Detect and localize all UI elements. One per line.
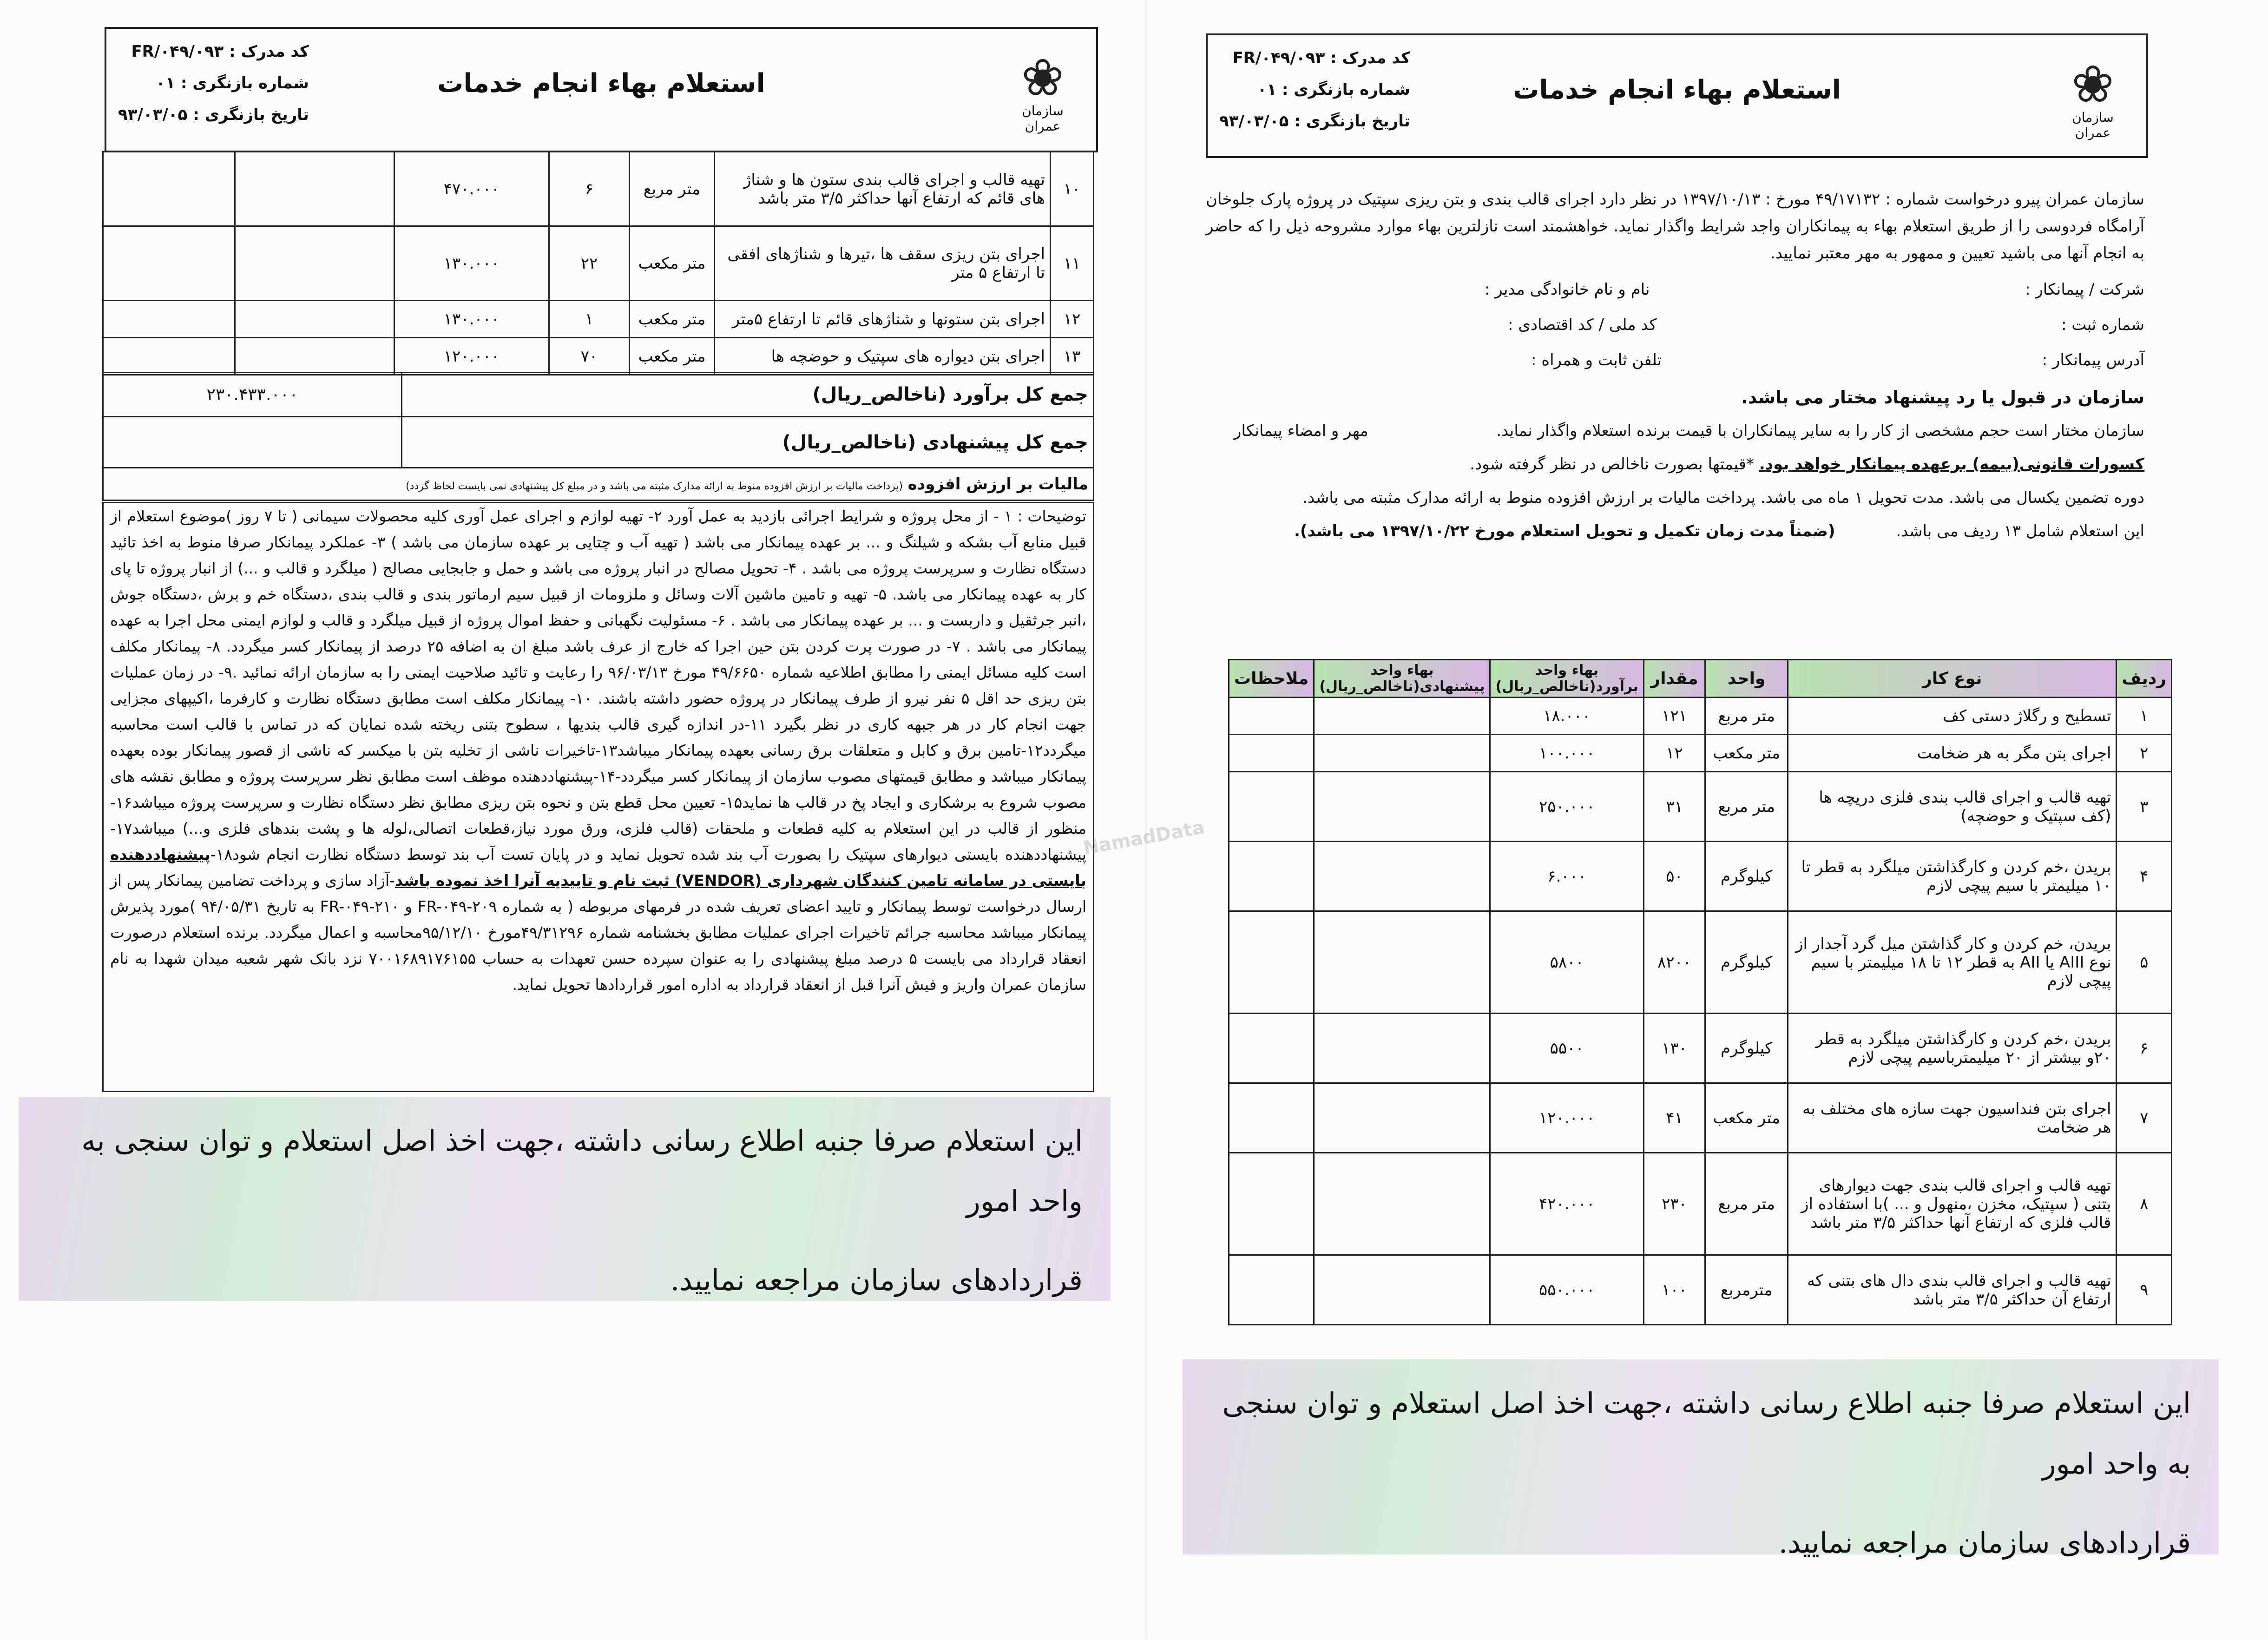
stamp-line-1: این استعلام صرفا جنبه اطلاع رسانی داشته ،جهت اخذ اصل استعلام و توان سنجی به واحد امور — [81, 1124, 1083, 1218]
cell-price: ۲۵۰.۰۰۰ — [1490, 772, 1643, 842]
revision-date: تاریخ بازنگری : ۹۳/۰۳/۰۵ — [1219, 112, 1410, 131]
cell-qty: ۲۲ — [549, 226, 630, 301]
logo-flower-icon: ❀ — [2071, 54, 2115, 114]
cell-desc: اجرای بتن ستونها و شناژهای قائم تا ارتفاع ۵متر — [715, 301, 1051, 338]
cell-desc: تهیه قالب و اجرای قالب بندی جهت دیوارهای بتنی ( سپتیک، مخزن ،منهول و ... )با استفاده از قالب فلزی که ارتفاع آنها حداکثر ۳/۵ متر باشد — [1788, 1153, 2117, 1255]
cell-remarks[interactable] — [1229, 772, 1314, 842]
cell-remarks[interactable] — [103, 226, 235, 301]
cell-price: ۱۲۰.۰۰۰ — [1490, 1083, 1643, 1153]
total-estimate-value: ۲۳۰.۴۳۳.۰۰۰ — [103, 373, 402, 417]
intro-paragraph: سازمان عمران پیرو درخواست شماره : ۴۹/۱۷۱۳۲ مورخ : ۱۳۹۷/۱۰/۱۳ در نظر دارد اجرای قالب بندی و بتن ریزی سپتیک در پروژه پارک جلوخان آرامگاه فردوسی را از طریق استعلام بهاء به پیمانکاران واجد شرایط واگذار نماید. خواهشمند است نازلترین بهاء موارد مشروحه ذیل را که حاضر به انجام آنها می باشید تعیین و ممهور به مهر معتبر نمایید. — [1206, 190, 2144, 263]
cell-no: ۱۳ — [1051, 338, 1094, 375]
manager-label: نام و نام خانوادگی مدیر : — [1485, 280, 1650, 299]
namaddata-watermark: NamadData — [1082, 817, 1207, 859]
left-notes-box — [102, 502, 1094, 1092]
notes-vendor-requirement: پیشنهاددهنده بایستی در سامانه تامین کنندگان شهرداری (VENDOR) ثبت نام و تاییدیه آنرا اخذ نموده باشد — [110, 845, 1087, 889]
cell-unit: کیلوگرم — [1705, 911, 1788, 1014]
cell-remarks[interactable] — [1229, 1153, 1314, 1255]
table-row — [103, 301, 1094, 338]
cell-desc: اجرای بتن مگر به هر ضخامت — [1788, 735, 2117, 772]
cell-qty: ۷۰ — [549, 338, 630, 375]
total-estimate-label: جمع کل برآورد (ناخالص_ریال) — [402, 373, 1094, 417]
cell-unit: متر مربع — [1705, 1153, 1788, 1255]
cell-remarks[interactable] — [103, 301, 235, 338]
company-label: شرکت / پیمانکار : — [2025, 280, 2144, 299]
phone-label: تلفن ثابت و همراه : — [1531, 351, 1662, 369]
col-row-no: ردیف — [2117, 660, 2172, 698]
cell-price: ۴۷۰.۰۰۰ — [394, 152, 549, 226]
notes-part-1: توضیحات : ۱ - از محل پروژه و شرایط اجرائی بازدید به عمل آورد ۲- تهیه لوازم و اجرای عمل آوری کلیه محصولات سیمانی ( تا ۷ روز )موضوع استعلام از قبیل منابع آب بشکه و شیلنگ و ... بر عهده پیمانکار می باشد ( تهیه آب و چتایی بر عهده سازمان می باشد ) ۳- عملکرد پیمانکار صرفا منوط به اخذ تائید دستگاه نظارت و سرپرست پروژه می باشد . ۴- تحویل مصالح در انبار پروژه می باشد و حمل و جابجایی مصالح ( میلگرد و قالب و ...) از انبار پروژه تا پای کار به عهده پیمانکار می باشد. ۵- تهیه و تامین ماشین آلات وسائل و ملزومات از قبیل سیم ارماتور بندی و قالب بندی ،دستگاه خم و برش ،دستگاه جوش ،انبر جرثقیل و داربست و ... بر عهده پیمانکار می باشد . ۶- مسئولیت نگهبانی و حفظ اموال پروژه از قبیل میلگرد و قالب و لوازم ایمنی محل اجرا به عهده پیمانکار می باشد . ۷- در صورت پرت کردن بتن حین اجرا که خارج از عرف باشد مبلغ ان به اضافه ۲۵ درصد از پیمانکار کسر میگردد. ۸- پیمانکار مکلف است کلیه مسائل ایمنی را مطابق اطلاعیه شماره ۴۹/۶۶۵۰ مورخ ۹۶/۰۳/۱۳ را رعایت و تائید صلاحیت ایمنی را به سازمان ارائه نمائید .۹- در زمان عملیات بتن ریزی حد اقل ۵ نفر نیرو از طرف پیمانکار در پروژه حضور داشته باشند. ۱۰- پیمانکار مکلف است مطابق دستگاه نظارت و کارفرما ،اکیپهای مجزایی جهت انجام کار در هر جبهه کاری در نظر بگیرد ۱۱-در اندازه گیری قالب بندیها ، سطوح بتنی ریخته شده نمایان که در تماس با قالب است محاسبه میگردد۱۲-تامین برق و کابل و متعلقات برق رسانی بعهده پیمانکار میباشد۱۳-تاخیرات ناشی از تخلیه بتن با میکسر که ناشی از قصور پیمانکار بوده بعهده پیمانکار میباشد و مطابق قیمتهای مصوب سازمان از پیمانکار کسر میگردد-۱۴-پیشنهاددهنده موظف است مطابق نظر سرپرست پروژه و مطابق نقشه های مصوب شروع به برشکاری و ایجاد پخ در قالب ها نماید۱۵- تعیین محل قطع بتن و نحوه بتن ریزی مطابق نظر دستگاه نظارت و سرپرست پروژه میباشد۱۶-منظور از قالب در این استعلام به کلیه قطعات و ملحقات (قالب فلزی، ورق مورد نیاز،قطعات اتصالی،لوله ها و پشت بندهای فلزی و...) میباشد۱۷-پیشنهاددهنده بایستی دیوارهای سپتیک را بصورت آب بند شده تحویل نماید و در پایان تست آب بند توسط دستگاه نظارت انجام شود۱۸- — [110, 507, 1087, 863]
left-info-stamp — [19, 1097, 1111, 1301]
cell-qty: ۸۲۰۰ — [1643, 911, 1705, 1014]
cell-desc: بریدن ،خم کردن و کارگذاشتن میلگرد به قطر تا ۱۰ میلیمتر با سیم پیچی لازم — [1788, 842, 2117, 911]
col-remarks: ملاحظات — [1229, 660, 1314, 698]
net-prices-note: *قیمتها بصورت ناخالص در نظر گرفته شود. — [1470, 455, 1754, 474]
logo-flower-icon: ❀ — [1021, 48, 1065, 107]
deadline-note: (ضمناً مدت زمان تکمیل و تحویل استعلام مورخ ۱۳۹۷/۱۰/۲۲ می باشد). — [1294, 522, 1835, 540]
notes-part-2: -آزاد سازی و پرداخت تضامین پیمانکار پس از ارسال درخواست توسط پیمانکار و تایید اعضای تعریف شده در فرمهای مربوطه ( به شماره FR-۰۴۹-۲۰۹ و FR-۰۴۹-۲۱۰ به تاریخ ۹۴/۰۵/۳۱ )مورد پذیرش پیمانکار میباشد محاسبه جرائم تاخیرات اجرای عملیات مطابق بخشنامه شماره ۴۹/۳۱۲۹۶مورخ ۹۵/۱۲/۱۰محاسبه و اعمال میگردد. برنده استعلام درصورت انعقاد قرارداد می بایست ۵ درصد مبلغ پیشنهادی را به عنوان سپرده حسن تعهدات به حساب ۷۰۰۱۶۸۹۱۷۶۱۵۵ نزد بانک شهر شعبه میدان شهدا به نام سازمان عمران واریز و فیش آنرا قبل از انعقاد قرارداد به اداره امور قراردادها تحویل نماید. — [110, 871, 1086, 994]
cell-price: ۱۸.۰۰۰ — [1490, 698, 1643, 735]
cell-offer[interactable] — [1314, 1255, 1490, 1325]
cell-offer[interactable] — [1314, 842, 1490, 911]
cell-offer[interactable] — [235, 152, 394, 226]
col-offer-price: بهاء واحد پیشنهادی(ناخالص_ریال) — [1314, 660, 1490, 698]
cell-no: ۱ — [2117, 698, 2172, 735]
cell-qty: ۱۲۱ — [1643, 698, 1705, 735]
table-row — [103, 338, 1094, 375]
cell-qty: ۱۲ — [1643, 735, 1705, 772]
volume-note: سازمان مختار است حجم مشخصی از کار را به سایر پیمانکاران با قیمت برنده استعلام واگذار نماید. — [1496, 422, 2144, 440]
cell-price: ۱۳۰.۰۰۰ — [394, 226, 549, 301]
cell-offer[interactable] — [1314, 698, 1490, 735]
left-items-table — [102, 151, 1094, 375]
cell-desc: بریدن، خم کردن و کار گذاشتن میل گرد آجدار از نوع AIII یا AII به قطر ۱۲ تا ۱۸ میلیمتر با سیم پیچی لازم — [1788, 911, 2117, 1014]
cell-remarks[interactable] — [103, 152, 235, 226]
cell-remarks[interactable] — [1229, 1083, 1314, 1153]
cell-unit: مترمربع — [1705, 1255, 1788, 1325]
cell-no: ۳ — [2117, 772, 2172, 842]
cell-qty: ۲۳۰ — [1643, 1153, 1705, 1255]
accept-reject-note: سازمان در قبول یا رد پیشنهاد مختار می باشد. — [1741, 387, 2144, 408]
seal-sign-label: مهر و امضاء پیمانکار — [1234, 422, 1368, 440]
cell-qty: ۱۳۰ — [1643, 1014, 1705, 1083]
cell-offer[interactable] — [235, 301, 394, 338]
cell-no: ۱۰ — [1051, 152, 1094, 226]
right-page — [1145, 0, 2268, 1640]
doc-code: کد مدرک : FR/۰۴۹/۰۹۳ — [131, 42, 309, 61]
left-title: استعلام بهاء انجام خدمات — [437, 68, 765, 99]
left-totals-table — [102, 372, 1094, 501]
logo-org-name: سازمان عمران — [1022, 103, 1064, 134]
cell-no: ۱۱ — [1051, 226, 1094, 301]
total-offer-label: جمع کل پیشنهادی (ناخالص_ریال) — [402, 417, 1094, 468]
cell-unit: متر مکعب — [630, 226, 715, 301]
cell-price: ۴۲۰.۰۰۰ — [1490, 1153, 1643, 1255]
cell-desc: تسطیح و رگلاژ دستی کف — [1788, 698, 2117, 735]
cell-price: ۵۵۰.۰۰۰ — [1490, 1255, 1643, 1325]
table-row — [1229, 911, 2172, 1014]
rows-info: این استعلام شامل ۱۳ ردیف می باشد. — [1896, 522, 2144, 540]
revision-no: شماره بازنگری : ۰۱ — [1257, 80, 1410, 99]
cell-offer[interactable] — [1314, 1083, 1490, 1153]
vat-row — [103, 468, 1094, 501]
cell-remarks[interactable] — [1229, 842, 1314, 911]
cell-unit: متر مربع — [1705, 698, 1788, 735]
cell-qty: ۱ — [549, 301, 630, 338]
left-header — [105, 27, 1098, 152]
right-info-stamp — [1183, 1359, 2219, 1560]
cell-desc: اجرای بتن ریزی سقف ها ،تیرها و شناژهای افقی تا ارتفاع ۵ متر — [715, 226, 1051, 301]
reg-no-label: شماره ثبت : — [2061, 316, 2144, 334]
col-estimate-price: بهاء واحد برآورد(ناخالص_ریال) — [1490, 660, 1643, 698]
cell-desc: تهیه قالب و اجرای قالب بندی فلزی دریچه ها (کف سپتیک و حوضچه) — [1788, 772, 2117, 842]
right-header — [1206, 33, 2148, 158]
cell-remarks[interactable] — [1229, 1014, 1314, 1083]
table-row — [1229, 1255, 2172, 1325]
stamp-line-2: قراردادهای سازمان مراجعه نمایید. — [670, 1263, 1083, 1297]
cell-remarks[interactable] — [1229, 911, 1314, 1014]
table-row — [1229, 772, 2172, 842]
cell-unit: متر مکعب — [1705, 1083, 1788, 1153]
cell-no: ۶ — [2117, 1014, 2172, 1083]
address-label: آدرس پیمانکار : — [2042, 351, 2144, 369]
cell-price: ۵۵۰۰ — [1490, 1014, 1643, 1083]
cell-desc: اجرای بتن فنداسیون جهت سازه های مختلف به هر ضخامت — [1788, 1083, 2117, 1153]
cell-offer[interactable] — [1314, 911, 1490, 1014]
cell-unit: کیلوگرم — [1705, 842, 1788, 911]
cell-unit: متر مربع — [630, 152, 715, 226]
cell-remarks[interactable] — [1229, 698, 1314, 735]
cell-remarks[interactable] — [103, 338, 235, 375]
table-row — [1229, 1083, 2172, 1153]
right-intro-block — [1206, 186, 2144, 545]
cell-offer[interactable] — [1314, 735, 1490, 772]
cell-no: ۸ — [2117, 1153, 2172, 1255]
vat-label: مالیات بر ارزش افزوده — [907, 474, 1088, 494]
right-items-table — [1228, 659, 2172, 1325]
cell-no: ۵ — [2117, 911, 2172, 1014]
cell-desc: تهیه قالب و اجرای قالب بندی دال های بتنی که ارتفاع آن حداکثر ۳/۵ متر باشد — [1788, 1255, 2117, 1325]
guarantee-note: دوره تضمین یکسال می باشد. مدت تحویل ۱ ماه می باشد. پرداخت مالیات بر ارزش افزوده منوط به ارائه مدارک مثبته می باشد. — [1302, 488, 2144, 507]
cell-price: ۱۰۰.۰۰۰ — [1490, 735, 1643, 772]
total-offer-row — [103, 417, 1094, 468]
cell-desc: اجرای بتن دیواره های سپتیک و حوضچه ها — [715, 338, 1051, 375]
total-offer-value[interactable] — [103, 417, 402, 468]
cell-unit: متر مکعب — [1705, 735, 1788, 772]
total-estimate-row — [103, 373, 1094, 417]
col-unit: واحد — [1705, 660, 1788, 698]
col-description: نوع کار — [1788, 660, 2117, 698]
vat-note: (پرداخت مالیات بر ارزش افزوده منوط به ارائه مدارک مثبته می باشد و در مبلغ کل پیشنهادی نمی بایست لحاظ گردد) — [406, 480, 903, 492]
cell-price: ۱۲۰.۰۰۰ — [394, 338, 549, 375]
doc-code: کد مدرک : FR/۰۴۹/۰۹۳ — [1232, 49, 1410, 67]
cell-qty: ۳۱ — [1643, 772, 1705, 842]
cell-offer[interactable] — [1314, 772, 1490, 842]
cell-offer[interactable] — [1314, 1014, 1490, 1083]
cell-desc: تهیه قالب و اجرای قالب بندی ستون ها و شناژ های قائم که ارتفاع آنها حداکثر ۳/۵ متر باشد — [715, 152, 1051, 226]
deductions-note: کسورات قانونی(بیمه) برعهده پیمانکار خواهد بود. — [1759, 455, 2144, 474]
table-row — [103, 152, 1094, 226]
cell-desc: بریدن ،خم کردن و کارگذاشتن میلگرد به قطر ۲۰و بیشتر از ۲۰ میلیمترباسیم پیچی لازم — [1788, 1014, 2117, 1083]
table-row — [1229, 1014, 2172, 1083]
left-doc-meta — [118, 36, 309, 131]
cell-offer[interactable] — [235, 338, 394, 375]
table-row — [1229, 1153, 2172, 1255]
revision-no: شماره بازنگری : ۰۱ — [156, 74, 309, 92]
cell-unit: متر مربع — [1705, 772, 1788, 842]
cell-no: ۲ — [2117, 735, 2172, 772]
table-row — [103, 226, 1094, 301]
stamp-line-2: قراردادهای سازمان مراجعه نمایید. — [1778, 1526, 2191, 1560]
table-row — [1229, 698, 2172, 735]
right-title: استعلام بهاء انجام خدمات — [1513, 75, 1841, 105]
logo-org-name: سازمان عمران — [2072, 110, 2114, 140]
cell-no: ۷ — [2117, 1083, 2172, 1153]
table-header-row — [1229, 660, 2172, 698]
cell-price: ۶.۰۰۰ — [1490, 842, 1643, 911]
cell-qty: ۴۱ — [1643, 1083, 1705, 1153]
cell-offer[interactable] — [1314, 1153, 1490, 1255]
table-row — [1229, 735, 2172, 772]
right-doc-meta — [1219, 42, 1410, 137]
cell-qty: ۵۰ — [1643, 842, 1705, 911]
cell-unit: کیلوگرم — [1705, 1014, 1788, 1083]
cell-remarks[interactable] — [1229, 1255, 1314, 1325]
revision-date: تاریخ بازنگری : ۹۳/۰۳/۰۵ — [118, 105, 309, 124]
cell-price: ۵۸۰۰ — [1490, 911, 1643, 1014]
cell-no: ۹ — [2117, 1255, 2172, 1325]
table-row — [1229, 842, 2172, 911]
cell-unit: متر مکعب — [630, 338, 715, 375]
col-qty: مقدار — [1643, 660, 1705, 698]
cell-price: ۱۳۰.۰۰۰ — [394, 301, 549, 338]
national-id-label: کد ملی / کد اقتصادی : — [1508, 316, 1657, 334]
right-table-body — [1229, 698, 2172, 1325]
cell-no: ۴ — [2117, 842, 2172, 911]
cell-remarks[interactable] — [1229, 735, 1314, 772]
cell-unit: متر مکعب — [630, 301, 715, 338]
cell-no: ۱۲ — [1051, 301, 1094, 338]
cell-qty: ۶ — [549, 152, 630, 226]
cell-offer[interactable] — [235, 226, 394, 301]
cell-qty: ۱۰۰ — [1643, 1255, 1705, 1325]
stamp-line-1: این استعلام صرفا جنبه اطلاع رسانی داشته ،جهت اخذ اصل استعلام و توان سنجی به واحد امور — [1222, 1386, 2191, 1481]
